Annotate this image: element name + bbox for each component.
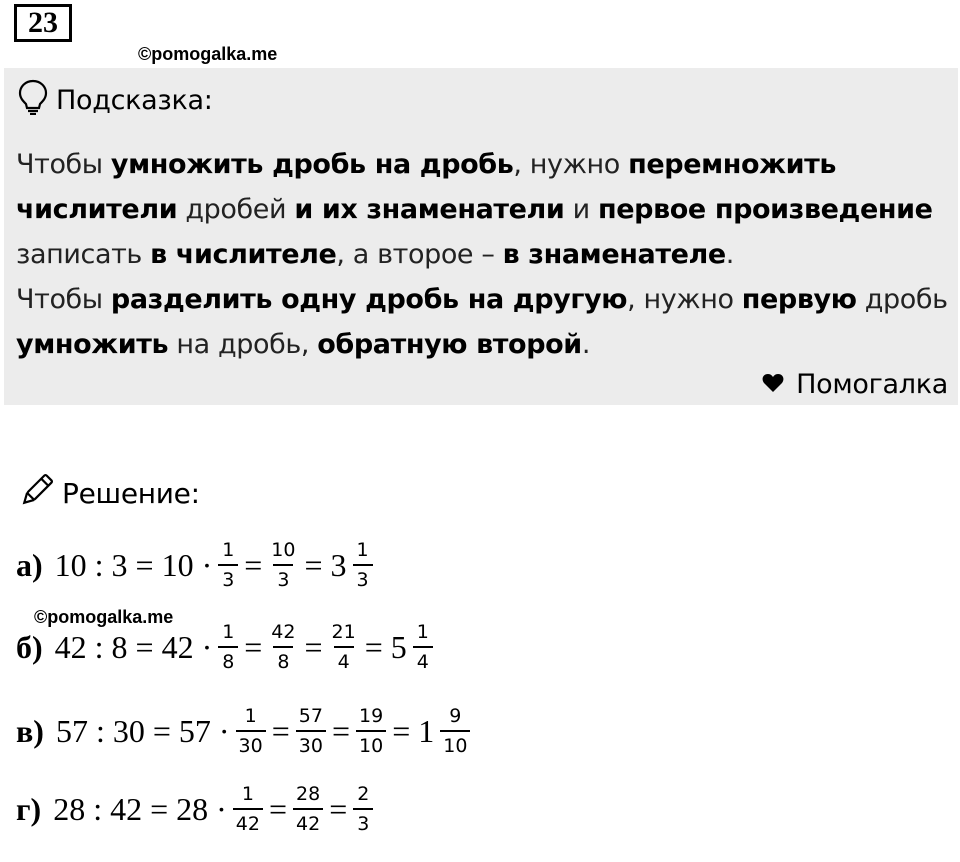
fraction-numerator: 1 [356, 539, 369, 561]
equation-text: 28 : 42 = 28 · [53, 790, 227, 827]
fraction-numerator: 1 [222, 539, 235, 561]
hint-emphasis: и их знаменатели [294, 194, 565, 225]
task-number: 23 [14, 4, 72, 42]
fraction-denominator: 4 [334, 646, 354, 674]
fraction-numerator: 28 [296, 783, 321, 805]
hint-text-run: . [581, 329, 590, 360]
hint-header [18, 80, 213, 120]
solution-item-c [16, 696, 474, 766]
fraction-denominator: 10 [356, 730, 386, 758]
equation-text: = 3 [304, 546, 347, 583]
fraction-numerator: 1 [241, 783, 254, 805]
fraction [218, 620, 238, 674]
solution-item-b [16, 612, 437, 682]
fraction [413, 620, 433, 674]
hint-emphasis: разделить одну дробь на другую [110, 284, 628, 315]
fraction [353, 782, 373, 836]
fraction-denominator: 42 [293, 808, 323, 836]
hint-text-run: дробь [856, 284, 948, 315]
solution-header [18, 472, 200, 514]
fraction-denominator: 3 [353, 808, 373, 836]
equation-text: = [268, 790, 288, 827]
hint-emphasis: в числителе [150, 239, 337, 270]
fraction [329, 620, 359, 674]
fraction [233, 782, 263, 836]
fraction [293, 782, 323, 836]
fraction-denominator: 3 [273, 564, 293, 592]
fraction [218, 538, 238, 592]
hint-text-run: и [564, 194, 598, 225]
equation-text: = [304, 628, 323, 665]
solution-title: Решение: [62, 476, 200, 510]
hint-text-run: на дробь, [168, 329, 318, 360]
equation-text: = [331, 712, 350, 749]
solution-item-label: в) [16, 712, 44, 749]
fraction-denominator: 42 [233, 808, 263, 836]
hint-emphasis: в знаменателе [502, 239, 726, 270]
fraction-numerator: 1 [244, 705, 257, 727]
solution-item-label: а) [16, 546, 43, 583]
fraction-numerator: 19 [359, 705, 384, 727]
hint-emphasis: перемножить числители [16, 149, 837, 225]
equation-text: = [244, 628, 263, 665]
solution-item-a [16, 530, 377, 600]
fraction-numerator: 9 [449, 705, 462, 727]
solution-item-label: б) [16, 628, 43, 665]
equation-text: 42 : 8 = 42 · [54, 628, 213, 665]
fraction-denominator: 8 [218, 646, 238, 674]
fraction-denominator: 30 [296, 730, 326, 758]
hint-emphasis: умножить [16, 329, 169, 360]
fraction-denominator: 8 [273, 646, 293, 674]
hint-paragraph-1 [16, 142, 951, 277]
hint-paragraph-2 [16, 277, 951, 367]
hint-text-run: , нужно [627, 284, 742, 315]
fraction-denominator: 10 [440, 730, 470, 758]
fraction-numerator: 21 [331, 621, 356, 643]
fraction-numerator: 57 [298, 705, 323, 727]
equation-text: 57 : 30 = 57 · [55, 712, 230, 749]
equation-text: = 1 [392, 712, 435, 749]
fraction-numerator: 1 [416, 621, 429, 643]
hint-text-run: дробей [177, 194, 295, 225]
hint-text-run: , а второе – [336, 239, 503, 270]
fraction [356, 704, 386, 758]
equation-text: = [244, 546, 263, 583]
fraction [353, 538, 373, 592]
fraction-denominator: 4 [413, 646, 433, 674]
fraction-denominator: 3 [218, 564, 238, 592]
hint-title: Подсказка: [56, 84, 213, 116]
fraction [236, 704, 266, 758]
fraction [440, 704, 470, 758]
equation-text: = 5 [364, 628, 407, 665]
hint-emphasis: первую [741, 284, 857, 315]
brand-name: Помогалка [796, 368, 948, 400]
fraction-denominator: 30 [236, 730, 266, 758]
equation-text: = [271, 712, 290, 749]
hint-text-run: записать [16, 239, 151, 270]
equation-text: 10 : 3 = 10 · [54, 546, 213, 583]
solution-item-label: г) [16, 790, 42, 827]
hint-text-run: , нужно [513, 149, 629, 180]
heart-icon [762, 369, 784, 400]
pencil-icon [18, 471, 56, 516]
fraction [268, 620, 298, 674]
hint-text [16, 142, 951, 367]
fraction-numerator: 1 [222, 621, 235, 643]
hint-emphasis: умножить дробь на дробь [110, 149, 514, 180]
hint-text-run: . [725, 239, 734, 270]
fraction [268, 538, 298, 592]
equation-text: = [329, 790, 348, 827]
fraction [296, 704, 326, 758]
watermark-middle: ©pomogalka.me [34, 607, 174, 627]
fraction-numerator: 10 [271, 539, 296, 561]
hint-emphasis: обратную второй [317, 329, 582, 360]
fraction-numerator: 42 [271, 621, 296, 643]
lightbulb-icon [18, 79, 48, 122]
hint-text-run: Чтобы [16, 149, 111, 180]
fraction-numerator: 2 [357, 783, 370, 805]
solution-item-d [16, 774, 377, 844]
hint-text-run: Чтобы [16, 284, 111, 315]
hint-emphasis: первое произведение [597, 194, 933, 225]
watermark-top: ©pomogalka.me [138, 44, 278, 64]
brand-signature [762, 364, 948, 404]
fraction-denominator: 3 [353, 564, 373, 592]
